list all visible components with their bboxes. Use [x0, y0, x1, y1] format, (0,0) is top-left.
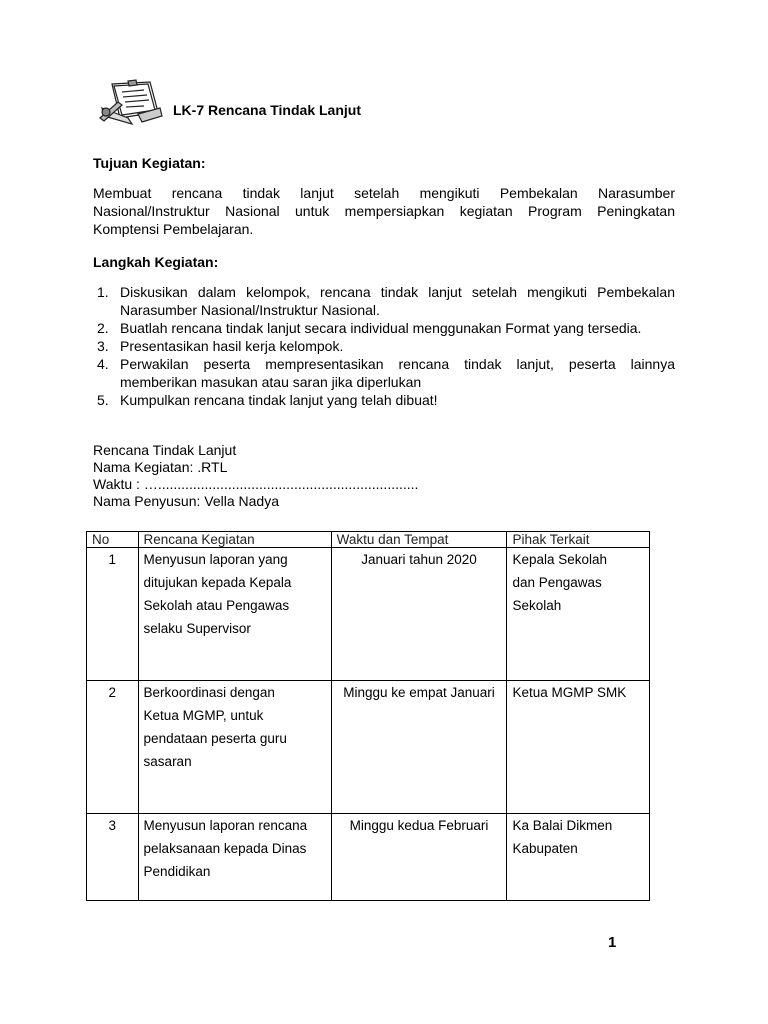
- list-number: 5.: [97, 392, 109, 408]
- cell-line: pendataan peserta guru: [143, 731, 287, 746]
- list-item: [93, 391, 675, 409]
- cell-line: dan Pengawas: [512, 575, 602, 590]
- list-number: 1.: [97, 284, 109, 300]
- cell-waktu: Minggu kedua Februari: [331, 814, 507, 901]
- rtl-table: [86, 531, 650, 901]
- cell-line: Kabupaten: [512, 841, 578, 856]
- tujuan-text: Membuat rencana tindak lanjut setelah mengikuti Pembekalan Narasumber Nasional/Instruktur Nasional untuk mempersiapkan kegiatan Program Peningkatan Komptensi Pembelajaran.: [93, 185, 675, 237]
- clipboard-writing-icon: [98, 78, 164, 126]
- langkah-heading: Langkah Kegiatan:: [93, 254, 219, 270]
- cell-line: Pendidikan: [143, 864, 211, 879]
- cell-kegiatan: [138, 814, 331, 901]
- table-row: [87, 681, 650, 814]
- page-number: 1: [608, 934, 617, 951]
- list-item: [93, 283, 675, 319]
- cell-line: Ketua MGMP, untuk: [143, 708, 264, 723]
- header-no: No: [87, 532, 139, 548]
- list-item: [93, 319, 675, 337]
- header-pihak: Pihak Terkait: [507, 532, 650, 548]
- rtl-penyusun: Nama Penyusun: Vella Nadya: [93, 493, 279, 509]
- cell-pihak: [507, 681, 650, 814]
- langkah-list: [93, 283, 675, 409]
- cell-line: ditujukan kepada Kepala: [143, 575, 292, 590]
- table-header-row: [87, 532, 650, 548]
- cell-line: selaku Supervisor: [143, 621, 251, 636]
- cell-waktu: Minggu ke empat Januari: [331, 681, 507, 814]
- cell-no: 2: [87, 681, 139, 814]
- list-item: [93, 355, 675, 391]
- cell-line: Sekolah atau Pengawas: [143, 598, 290, 613]
- cell-line: Ketua MGMP SMK: [512, 685, 627, 700]
- list-text: Buatlah rencana tindak lanjut secara individual menggunakan Format yang tersedia.: [120, 320, 642, 336]
- cell-line: Menyusun laporan rencana: [143, 818, 308, 833]
- cell-line: Kepala Sekolah: [512, 552, 608, 567]
- cell-kegiatan: [138, 681, 331, 814]
- header-waktu: Waktu dan Tempat: [331, 532, 507, 548]
- cell-line: Ka Balai Dikmen: [512, 818, 613, 833]
- cell-no: 1: [87, 548, 139, 681]
- page-title: LK-7 Rencana Tindak Lanjut: [173, 102, 361, 118]
- rtl-waktu: Waktu : …...................................................................: [93, 476, 419, 492]
- list-text: Diskusikan dalam kelompok, rencana tindak lanjut setelah mengikuti Pembekalan Narasumber Nasional/Instruktur Nasional.: [120, 284, 675, 318]
- list-item: [93, 337, 675, 355]
- cell-pihak: [507, 814, 650, 901]
- cell-kegiatan: [138, 548, 331, 681]
- cell-line: pelaksanaan kepada Dinas: [143, 841, 307, 856]
- rtl-title: Rencana Tindak Lanjut: [93, 442, 237, 458]
- rtl-nama-kegiatan: Nama Kegiatan: .RTL: [93, 459, 228, 475]
- tujuan-heading: Tujuan Kegiatan:: [93, 155, 206, 171]
- cell-line: sasaran: [143, 754, 192, 769]
- cell-line: Sekolah: [512, 598, 562, 613]
- list-text: Perwakilan peserta mempresentasikan rencana tindak lanjut, peserta lainnya memberikan masukan atau saran jika diperlukan: [120, 356, 675, 390]
- table-row: [87, 814, 650, 901]
- cell-line: Berkoordinasi dengan: [143, 685, 275, 700]
- cell-no: 3: [87, 814, 139, 901]
- list-number: 2.: [97, 320, 109, 336]
- table-row: [87, 548, 650, 681]
- cell-line: Menyusun laporan yang: [143, 552, 288, 567]
- list-text: Presentasikan hasil kerja kelompok.: [120, 338, 344, 354]
- cell-waktu: Januari tahun 2020: [331, 548, 507, 681]
- list-text: Kumpulkan rencana tindak lanjut yang telah dibuat!: [120, 392, 438, 408]
- header-rencana: Rencana Kegiatan: [138, 532, 331, 548]
- list-number: 4.: [97, 356, 109, 372]
- cell-pihak: [507, 548, 650, 681]
- list-number: 3.: [97, 338, 109, 354]
